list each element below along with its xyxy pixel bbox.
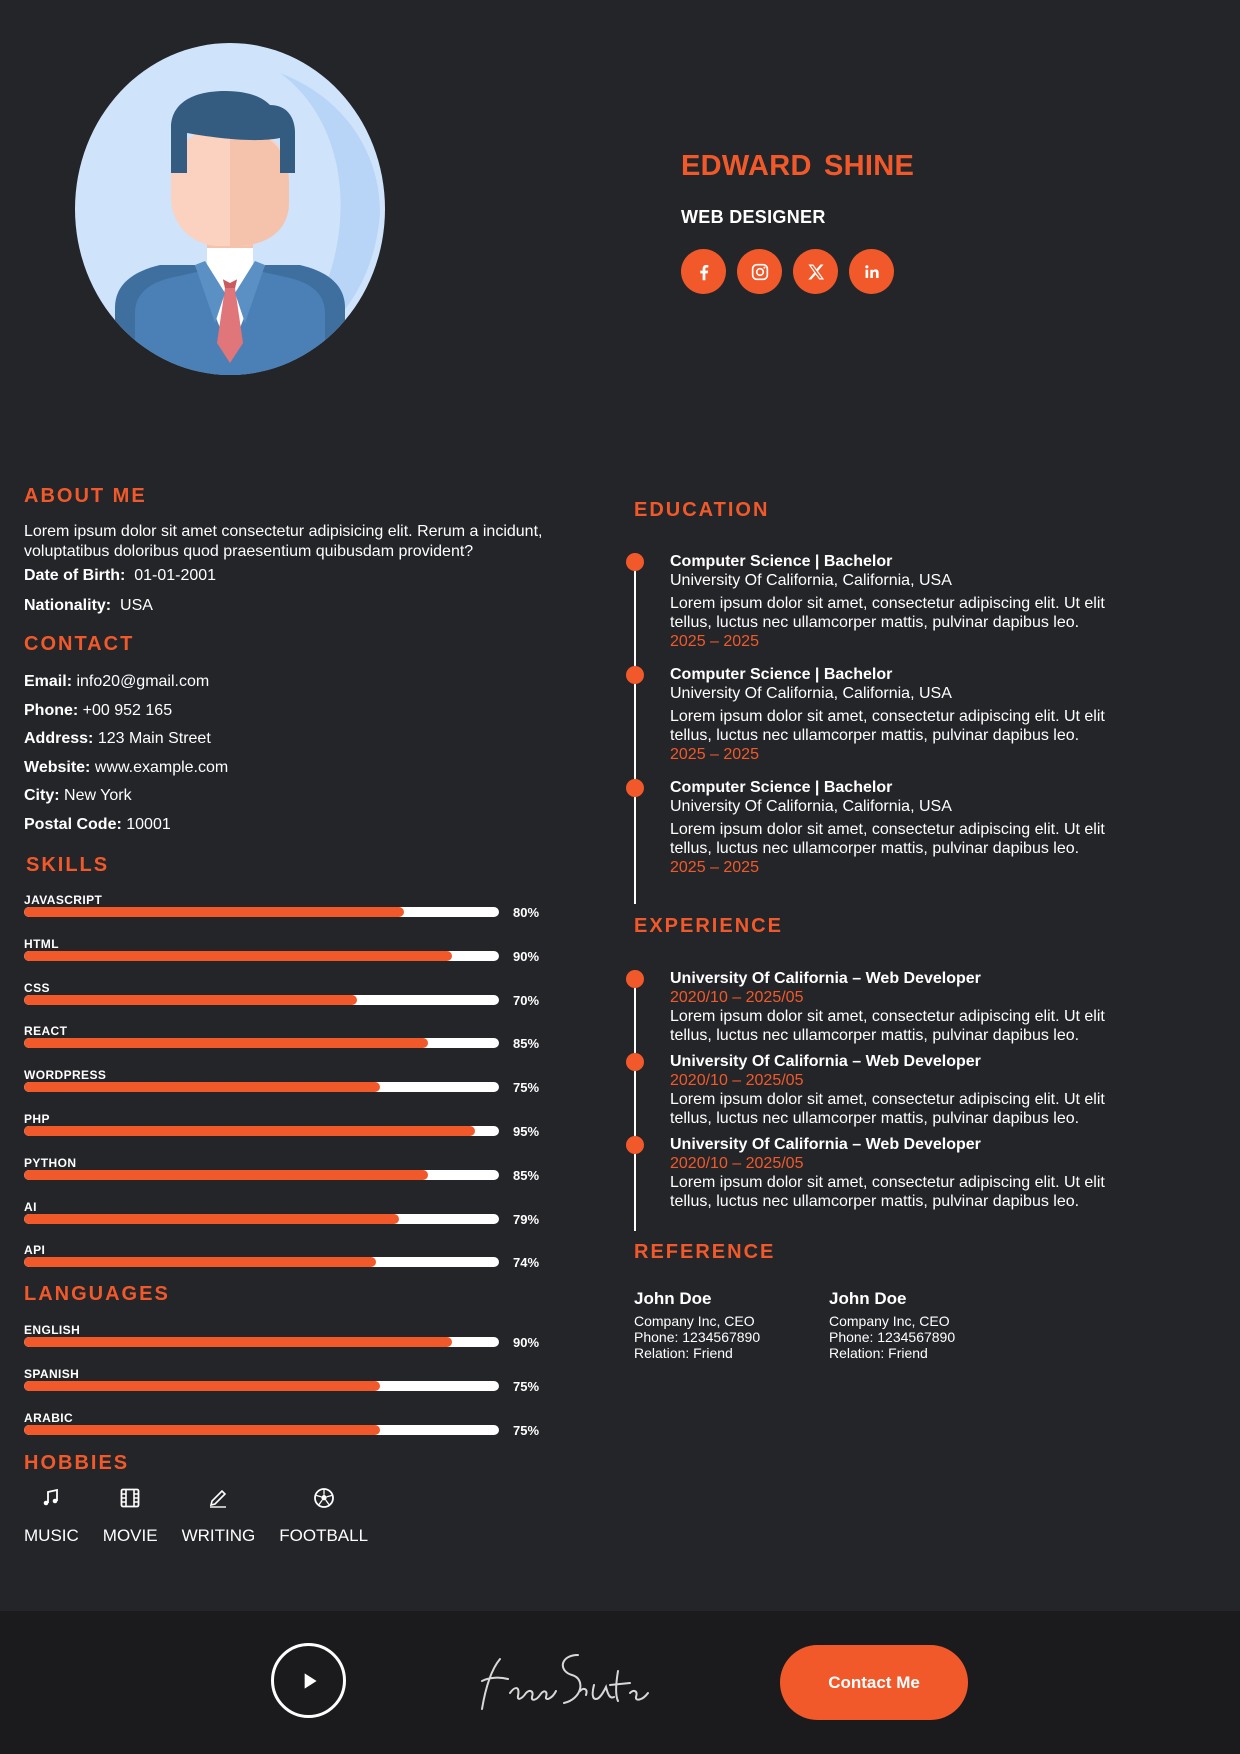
skill-percent: 75% xyxy=(513,1080,540,1096)
timeline-dot xyxy=(626,1053,644,1071)
skill-fill xyxy=(24,1038,428,1048)
skill-track xyxy=(24,1170,499,1180)
language-track xyxy=(24,1381,499,1391)
contact-value: info20@gmail.com xyxy=(76,673,210,690)
education-years: 2025 – 2025 xyxy=(670,746,759,763)
skill-bar xyxy=(24,1068,544,1108)
dob-value: 01-01-2001 xyxy=(134,567,217,584)
skill-label: PYTHON xyxy=(24,1155,77,1170)
reference-relation: Relation: Friend xyxy=(634,1345,733,1361)
contact-phone xyxy=(24,702,172,720)
education-school: University Of California, California, USA xyxy=(670,685,952,702)
reference-phone: Phone: 1234567890 xyxy=(634,1329,761,1345)
education-school: University Of California, California, USA xyxy=(670,572,952,589)
hero-header xyxy=(681,150,914,294)
skill-percent: 80% xyxy=(513,905,540,920)
skill-percent: 74% xyxy=(513,1255,540,1271)
hobby-movie xyxy=(103,1486,158,1546)
experience-dates: 2020/10 – 2025/05 xyxy=(670,989,804,1006)
contact-value: New York xyxy=(64,787,132,804)
education-degree: Computer Science | Bachelor xyxy=(670,779,893,796)
reference-name: John Doe xyxy=(829,1289,907,1308)
about-text: Lorem ipsum dolor sit amet consectetur adipisicing elit. Rerum a incidunt, voluptatibus doloribus quod praesentium quibusdam provident? xyxy=(24,523,543,560)
language-bar xyxy=(24,1411,544,1451)
instagram-icon xyxy=(749,261,771,283)
skill-bar xyxy=(24,1200,544,1240)
contact-value: www.example.com xyxy=(94,759,229,776)
reference-title: REFERENCE xyxy=(634,1241,776,1263)
facebook-icon xyxy=(693,261,715,283)
nationality-row xyxy=(24,597,153,615)
avatar xyxy=(75,43,385,375)
skill-percent: 95% xyxy=(513,1124,540,1139)
signature xyxy=(460,1641,670,1721)
experience-entry xyxy=(670,1052,1120,1128)
skill-bar xyxy=(24,1024,544,1064)
contact-label: Website: xyxy=(24,759,91,776)
skill-label: AI xyxy=(24,1199,37,1214)
social-links xyxy=(681,249,914,294)
film-icon xyxy=(118,1486,142,1510)
skill-label: WORDPRESS xyxy=(24,1068,107,1083)
hobby-writing xyxy=(182,1486,256,1546)
nationality-label: Nationality: xyxy=(24,597,112,614)
language-percent: 75% xyxy=(513,1378,540,1394)
language-percent: 75% xyxy=(513,1422,540,1438)
skill-bar xyxy=(24,937,544,977)
skill-label: HTML xyxy=(24,936,59,951)
skill-track xyxy=(24,951,499,961)
reference-card xyxy=(829,1291,955,1361)
hobby-label: WRITING xyxy=(181,1526,256,1545)
contact-email xyxy=(24,673,209,691)
language-bar xyxy=(24,1367,544,1407)
language-bar xyxy=(24,1323,544,1363)
hobby-label: MUSIC xyxy=(24,1526,79,1545)
skill-fill xyxy=(24,1170,428,1180)
skill-track xyxy=(24,1126,499,1136)
experience-title-text: University Of California – Web Developer xyxy=(670,1053,981,1070)
skill-bar xyxy=(24,1156,544,1196)
person-role: WEB DESIGNER xyxy=(681,207,826,227)
contact-label: Address: xyxy=(24,730,94,747)
skill-track xyxy=(24,907,499,917)
skill-bar xyxy=(24,981,544,1021)
timeline-dot xyxy=(626,1136,644,1154)
x-icon xyxy=(805,261,827,283)
contact-postal-code xyxy=(24,816,171,834)
skill-percent: 70% xyxy=(513,992,540,1008)
skill-percent: 85% xyxy=(513,1167,540,1183)
contact-value: 10001 xyxy=(126,816,171,833)
education-desc: Lorem ipsum dolor sit amet, consectetur adipiscing elit. Ut elit tellus, luctus nec ullamcorper mattis, pulvinar dapibus leo. xyxy=(670,708,1105,744)
timeline-dot xyxy=(626,666,644,684)
education-entry xyxy=(670,552,1120,651)
contact-title: CONTACT xyxy=(24,633,135,655)
timeline-dot xyxy=(626,970,644,988)
skill-label: PHP xyxy=(24,1112,50,1126)
contact-label: Postal Code: xyxy=(24,816,122,833)
skill-fill xyxy=(24,1214,399,1224)
reference-phone: Phone: 1234567890 xyxy=(829,1329,956,1345)
play-button[interactable] xyxy=(271,1643,346,1718)
education-degree: Computer Science | Bachelor xyxy=(670,553,893,570)
skill-fill xyxy=(24,951,452,961)
experience-desc: Lorem ipsum dolor sit amet, consectetur adipiscing elit. Ut elit tellus, luctus nec ullamcorper mattis, pulvinar dapibus leo. xyxy=(670,1174,1105,1210)
contact-label: Email: xyxy=(24,673,73,690)
skills-title: SKILLS xyxy=(26,854,110,876)
contact-me-button[interactable]: Contact Me xyxy=(780,1645,968,1720)
contact-address xyxy=(24,730,211,748)
experience-desc: Lorem ipsum dolor sit amet, consectetur adipiscing elit. Ut elit tellus, luctus nec ullamcorper mattis, pulvinar dapibus leo. xyxy=(670,1008,1105,1044)
skill-fill xyxy=(24,1082,380,1092)
experience-title-text: University Of California – Web Developer xyxy=(670,970,981,987)
nationality-value: USA xyxy=(120,597,153,614)
education-school: University Of California, California, USA xyxy=(670,798,952,815)
skill-bar xyxy=(24,1243,544,1283)
contact-label: Phone: xyxy=(24,702,79,719)
footer-bar xyxy=(0,1611,1240,1754)
instagram-button[interactable] xyxy=(737,249,782,294)
skill-label: API xyxy=(24,1243,46,1258)
dob-label: Date of Birth: xyxy=(24,567,126,584)
skill-fill xyxy=(24,995,357,1005)
linkedin-button[interactable] xyxy=(849,249,894,294)
skill-fill xyxy=(24,1257,376,1267)
timeline-dot xyxy=(626,779,644,797)
language-label: ARABIC xyxy=(24,1410,74,1425)
education-years: 2025 – 2025 xyxy=(670,633,759,650)
skill-bar xyxy=(24,893,544,933)
reference-card xyxy=(634,1291,760,1361)
hobby-label: FOOTBALL xyxy=(279,1526,369,1545)
education-degree: Computer Science | Bachelor xyxy=(670,666,893,683)
hobbies-list xyxy=(24,1486,368,1546)
education-entry xyxy=(670,778,1120,877)
contact-label: City: xyxy=(24,787,60,804)
language-fill xyxy=(24,1381,380,1391)
experience-dates: 2020/10 – 2025/05 xyxy=(670,1155,804,1172)
skill-track xyxy=(24,1038,499,1048)
experience-title-text: University Of California – Web Developer xyxy=(670,1136,981,1153)
languages-title: LANGUAGES xyxy=(24,1283,170,1305)
skill-fill xyxy=(24,1126,475,1136)
experience-dates: 2020/10 – 2025/05 xyxy=(670,1072,804,1089)
skill-track xyxy=(24,1214,499,1224)
reference-company: Company Inc, CEO xyxy=(634,1313,755,1329)
language-track xyxy=(24,1337,499,1347)
skill-label: JAVASCRIPT xyxy=(24,893,103,907)
skill-track xyxy=(24,1082,499,1092)
hobby-football xyxy=(279,1486,368,1546)
education-years: 2025 – 2025 xyxy=(670,859,759,876)
facebook-button[interactable] xyxy=(681,249,726,294)
skill-label: REACT xyxy=(24,1024,68,1039)
experience-desc: Lorem ipsum dolor sit amet, consectetur adipiscing elit. Ut elit tellus, luctus nec ullamcorper mattis, pulvinar dapibus leo. xyxy=(670,1091,1105,1127)
experience-entry xyxy=(670,1135,1120,1211)
language-label: SPANISH xyxy=(24,1366,80,1381)
language-label: ENGLISH xyxy=(24,1323,81,1337)
skill-fill xyxy=(24,907,404,917)
reference-name: John Doe xyxy=(634,1289,712,1308)
experience-entry xyxy=(670,969,1120,1045)
skill-label: CSS xyxy=(24,980,50,995)
skill-track xyxy=(24,995,499,1005)
football-icon xyxy=(312,1486,336,1510)
education-desc: Lorem ipsum dolor sit amet, consectetur adipiscing elit. Ut elit tellus, luctus nec ullamcorper mattis, pulvinar dapibus leo. xyxy=(670,595,1105,631)
hobbies-title: HOBBIES xyxy=(24,1452,130,1474)
skill-percent: 85% xyxy=(513,1036,540,1052)
dob-row xyxy=(24,567,216,585)
contact-website xyxy=(24,759,228,777)
skill-percent: 90% xyxy=(513,948,540,964)
contact-city xyxy=(24,787,132,805)
about-title: ABOUT ME xyxy=(24,485,147,507)
music-icon xyxy=(39,1486,63,1510)
experience-title: EXPERIENCE xyxy=(634,915,783,937)
person-name: EDWARD SHINE xyxy=(681,150,915,182)
skill-track xyxy=(24,1257,499,1267)
x-twitter-button[interactable] xyxy=(793,249,838,294)
language-fill xyxy=(24,1425,380,1435)
linkedin-icon xyxy=(861,261,883,283)
education-title: EDUCATION xyxy=(634,499,770,521)
education-desc: Lorem ipsum dolor sit amet, consectetur adipiscing elit. Ut elit tellus, luctus nec ullamcorper mattis, pulvinar dapibus leo. xyxy=(670,821,1105,857)
experience-timeline xyxy=(634,977,636,1231)
hobby-music xyxy=(24,1486,79,1546)
reference-company: Company Inc, CEO xyxy=(829,1313,950,1329)
contact-value: 123 Main Street xyxy=(97,730,211,747)
skill-percent: 79% xyxy=(513,1211,540,1227)
education-timeline xyxy=(634,562,636,904)
hobby-label: MOVIE xyxy=(102,1526,158,1545)
skill-bar xyxy=(24,1112,544,1152)
pencil-icon xyxy=(206,1486,230,1510)
play-icon xyxy=(296,1668,322,1694)
education-entry xyxy=(670,665,1120,764)
contact-value: +00 952 165 xyxy=(82,702,173,719)
language-track xyxy=(24,1425,499,1435)
language-percent: 90% xyxy=(513,1335,540,1350)
timeline-dot xyxy=(626,553,644,571)
language-fill xyxy=(24,1337,452,1347)
reference-relation: Relation: Friend xyxy=(829,1345,928,1361)
